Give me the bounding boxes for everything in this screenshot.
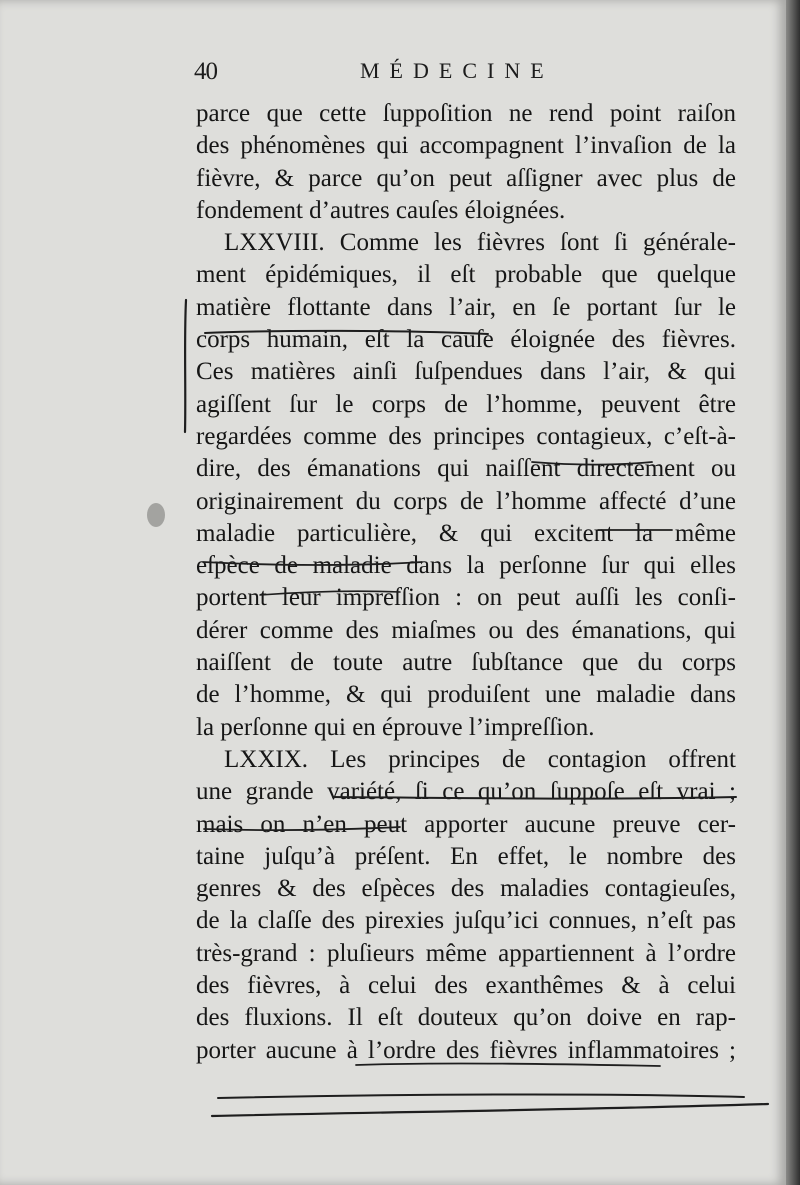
text-line: originairement du corps de l’homme affecté d’une xyxy=(196,487,736,515)
page-edge-shadow xyxy=(786,0,800,1185)
text-line: maladie particulière, & qui excitent la même xyxy=(196,519,736,547)
text-line: eſpèce de maladie dans la perſonne ſur qui elles xyxy=(196,552,736,580)
text-line: dire, des émanations qui naiſſent directement ou xyxy=(196,455,736,483)
text-line: des fièvres, à celui des exanthêmes & à celui xyxy=(196,972,736,1000)
text-line: parce que cette ſuppoſition ne rend point raiſon xyxy=(196,100,736,127)
text-line: dérer comme des miaſmes ou des émanations, qui xyxy=(196,616,736,644)
text-line: matière flottante dans l’air, en ſe portant ſur le xyxy=(196,293,736,321)
text-line: de la claſſe des pirexies juſqu’ici connues, n’eſt pas xyxy=(196,907,736,935)
text-line: la perſonne qui en éprouve l’impreſſion. xyxy=(196,713,595,741)
bottom-stroke xyxy=(212,1104,768,1116)
text-line: corps humain, eſt la cauſe éloignée des fièvres. xyxy=(196,326,736,354)
margin-vertical-line xyxy=(185,300,186,432)
page-header xyxy=(194,58,734,94)
text-line: des phénomènes qui accompagnent l’invaſion de la xyxy=(196,132,736,160)
page-number: 40 xyxy=(194,58,217,85)
ink-blot xyxy=(147,503,165,527)
text-line: naiſſent de toute autre ſubſtance que du corps xyxy=(196,649,736,677)
text-line: fièvre, & parce qu’on peut aſſigner avec plus de xyxy=(196,164,736,192)
text-line: de l’homme, & qui produiſent une maladie dans xyxy=(196,681,736,709)
text-line: ment épidémiques, il eſt probable que quelque xyxy=(196,261,736,289)
running-title: MÉDECINE xyxy=(360,58,554,83)
text-line: une grande variété, ſi ce qu’on ſuppoſe eſt vrai ; xyxy=(196,778,736,806)
text-line: des fluxions. Il eſt douteux qu’on doive en rap- xyxy=(196,1004,736,1032)
text-line: taine juſqu’à préſent. En effet, le nombre des xyxy=(196,842,736,870)
body-text xyxy=(196,98,736,1067)
text-line: genres & des eſpèces des maladies contagieuſes, xyxy=(196,875,736,903)
text-line: LXXVIII. Comme les fièvres ſont ſi générale- xyxy=(224,229,736,257)
text-line: regardées comme des principes contagieux, c’eſt-à- xyxy=(196,422,736,450)
text-line: agiſſent ſur le corps de l’homme, peuvent être xyxy=(196,390,736,418)
text-line: Ces matières ainſi ſuſpendues dans l’air, & qui xyxy=(196,358,736,386)
text-line: fondement d’autres cauſes éloignées. xyxy=(196,196,566,224)
text-line: très-grand : pluſieurs même appartiennent à l’ordre xyxy=(196,939,736,967)
text-line: portent leur impreſſion : on peut auſſi les conſi- xyxy=(196,584,736,612)
text-line: porter aucune à l’ordre des fièvres inflammatoires ; xyxy=(196,1036,736,1064)
text-line: LXXIX. Les principes de contagion offrent xyxy=(224,745,736,773)
text-line: mais on n’en peut apporter aucune preuve cer- xyxy=(196,810,736,838)
underline-fievres-inflammatoires xyxy=(218,1094,744,1098)
